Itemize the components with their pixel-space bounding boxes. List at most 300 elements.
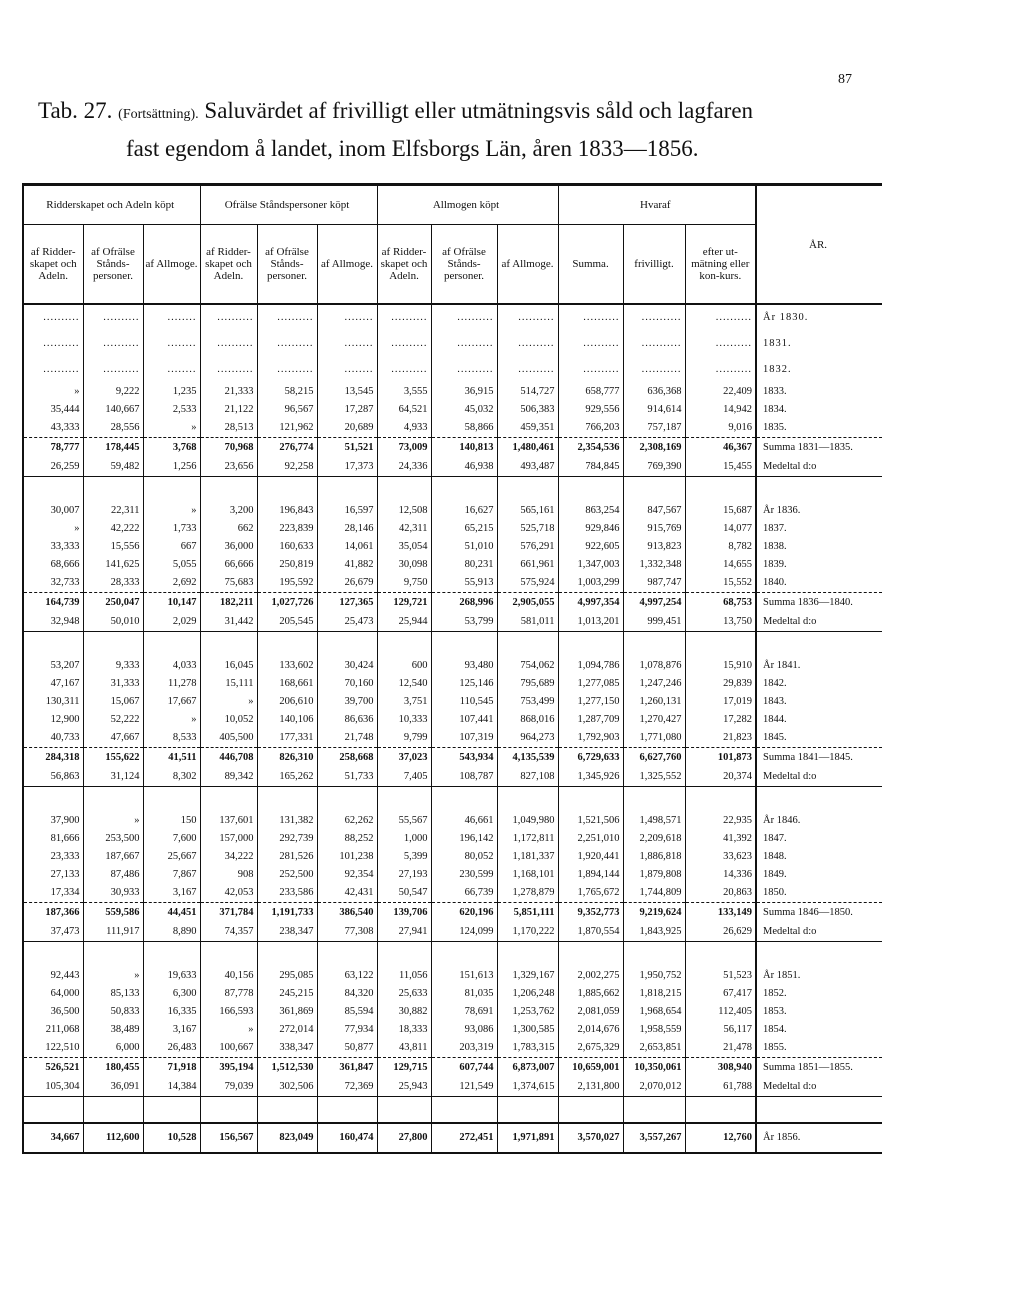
table-cell: .......... — [83, 331, 143, 357]
block-spacer — [23, 632, 882, 658]
table-cell: 47,167 — [23, 675, 83, 693]
table-cell: 28,333 — [83, 574, 143, 593]
table-cell: 2,533 — [143, 401, 200, 419]
table-cell: 5,055 — [143, 556, 200, 574]
table-cell: 17,667 — [143, 693, 200, 711]
table-cell: 506,383 — [497, 401, 558, 419]
table-cell: 124,099 — [431, 923, 497, 942]
table-cell: 80,052 — [431, 848, 497, 866]
table-cell: » — [23, 383, 83, 401]
table-cell: 8,782 — [685, 538, 756, 556]
table-cell: ........ — [143, 331, 200, 357]
table-cell: 67,417 — [685, 985, 756, 1003]
table-cell: 1,818,215 — [623, 985, 685, 1003]
table-cell: 96,567 — [257, 401, 317, 419]
table-cell: 6,729,633 — [558, 748, 623, 769]
table-cell: 17,019 — [685, 693, 756, 711]
table-cell: 3,557,267 — [623, 1123, 685, 1153]
table-cell: 847,567 — [623, 502, 685, 520]
table-cell: 21,478 — [685, 1039, 756, 1058]
group-header-allmogen: Allmogen köpt — [377, 185, 558, 225]
table-cell: 100,667 — [200, 1039, 257, 1058]
table-cell: 16,335 — [143, 1003, 200, 1021]
table-cell: .......... — [257, 357, 317, 383]
table-cell: 85,133 — [83, 985, 143, 1003]
table-cell: 258,668 — [317, 748, 377, 769]
table-cell: 47,667 — [83, 729, 143, 748]
table-cell: 1,013,201 — [558, 613, 623, 632]
table-cell: 525,718 — [497, 520, 558, 538]
col-header-allmoge: af Allmoge. — [497, 225, 558, 305]
table-cell: .......... — [558, 304, 623, 331]
table-cell: 206,610 — [257, 693, 317, 711]
table-cell: 30,424 — [317, 657, 377, 675]
col-header-utmatning: efter ut-mätning eller kon-kurs. — [685, 225, 756, 305]
table-cell: 913,823 — [623, 538, 685, 556]
table-cell: 565,161 — [497, 502, 558, 520]
table-cell: 14,077 — [685, 520, 756, 538]
table-cell: 2,905,055 — [497, 593, 558, 614]
table-cell: 129,715 — [377, 1058, 431, 1079]
table-row — [23, 520, 882, 538]
table-cell: 51,010 — [431, 538, 497, 556]
table-cell: .......... — [377, 331, 431, 357]
table-cell: 1,792,903 — [558, 729, 623, 748]
table-cell: 42,311 — [377, 520, 431, 538]
table-cell: 11,278 — [143, 675, 200, 693]
year-label: År 1841. — [756, 657, 882, 675]
table-cell: 13,750 — [685, 613, 756, 632]
table-cell: 64,000 — [23, 985, 83, 1003]
table-cell: 165,262 — [257, 768, 317, 787]
table-cell: 80,231 — [431, 556, 497, 574]
table-cell: 18,333 — [377, 1021, 431, 1039]
table-cell: 784,845 — [558, 458, 623, 477]
table-cell: 6,873,007 — [497, 1058, 558, 1079]
table-cell: 10,333 — [377, 711, 431, 729]
table-cell: 1,345,926 — [558, 768, 623, 787]
table-cell: 23,333 — [23, 848, 83, 866]
table-cell: » — [200, 693, 257, 711]
table-cell: 133,602 — [257, 657, 317, 675]
table-cell: 2,029 — [143, 613, 200, 632]
table-cell: 40,156 — [200, 967, 257, 985]
table-cell: .......... — [23, 357, 83, 383]
table-cell: 667 — [143, 538, 200, 556]
table-cell: 295,085 — [257, 967, 317, 985]
year-label: År 1830. — [756, 304, 882, 331]
table-cell: 46,661 — [431, 812, 497, 830]
table-cell: 108,787 — [431, 768, 497, 787]
table-cell: 620,196 — [431, 903, 497, 924]
statistics-table — [22, 183, 881, 1154]
table-cell: 203,319 — [431, 1039, 497, 1058]
table-cell: 66,666 — [200, 556, 257, 574]
table-cell: .......... — [200, 331, 257, 357]
table-cell: 4,033 — [143, 657, 200, 675]
table-cell: 272,451 — [431, 1123, 497, 1153]
table-cell: 43,811 — [377, 1039, 431, 1058]
year-label: 1842. — [756, 675, 882, 693]
table-cell: 50,010 — [83, 613, 143, 632]
table-cell: 84,320 — [317, 985, 377, 1003]
table-cell: 1,733 — [143, 520, 200, 538]
table-cell: .......... — [685, 331, 756, 357]
table-cell: 24,336 — [377, 458, 431, 477]
table-cell: 101,238 — [317, 848, 377, 866]
table-cell: 139,706 — [377, 903, 431, 924]
table-cell: 223,839 — [257, 520, 317, 538]
year-label: Medeltal d:o — [756, 768, 882, 787]
table-cell: 2,308,169 — [623, 438, 685, 459]
table-cell: .......... — [23, 304, 83, 331]
table-cell: 6,300 — [143, 985, 200, 1003]
table-cell: 81,666 — [23, 830, 83, 848]
table-cell: 361,869 — [257, 1003, 317, 1021]
table-cell: 1,078,876 — [623, 657, 685, 675]
table-cell: 253,500 — [83, 830, 143, 848]
year-label: 1847. — [756, 830, 882, 848]
table-cell: 2,131,800 — [558, 1078, 623, 1097]
table-cell: 66,739 — [431, 884, 497, 903]
table-cell: 155,622 — [83, 748, 143, 769]
page-number: 87 — [838, 72, 852, 87]
table-cell: 2,002,275 — [558, 967, 623, 985]
col-header-ridder: af Ridder-skapet och Adeln. — [200, 225, 257, 305]
year-label: 1850. — [756, 884, 882, 903]
table-cell: 12,760 — [685, 1123, 756, 1153]
table-cell: 268,996 — [431, 593, 497, 614]
table-cell: 1,332,348 — [623, 556, 685, 574]
table-cell: 75,683 — [200, 574, 257, 593]
year-label: Summa 1851—1855. — [756, 1058, 882, 1079]
table-cell: 2,014,676 — [558, 1021, 623, 1039]
table-cell: 14,336 — [685, 866, 756, 884]
table-cell: 93,086 — [431, 1021, 497, 1039]
table-cell: 141,625 — [83, 556, 143, 574]
table-cell: 1,027,726 — [257, 593, 317, 614]
table-cell: 8,533 — [143, 729, 200, 748]
table-cell: 111,917 — [83, 923, 143, 942]
table-cell: 7,600 — [143, 830, 200, 848]
table-cell: 1,300,585 — [497, 1021, 558, 1039]
table-row — [23, 1039, 882, 1058]
table-cell: 4,135,539 — [497, 748, 558, 769]
table-cell: 81,035 — [431, 985, 497, 1003]
table-cell: 44,451 — [143, 903, 200, 924]
table-cell: 23,656 — [200, 458, 257, 477]
table-cell: 30,007 — [23, 502, 83, 520]
table-cell: 1,170,222 — [497, 923, 558, 942]
table-cell: 1,325,552 — [623, 768, 685, 787]
table-cell: 51,523 — [685, 967, 756, 985]
table-row — [23, 502, 882, 520]
table-cell: 868,016 — [497, 711, 558, 729]
table-cell: 9,016 — [685, 419, 756, 438]
table-row-empty — [23, 357, 882, 383]
table-cell: 20,374 — [685, 768, 756, 787]
table-cell: 1,277,085 — [558, 675, 623, 693]
table-cell: 1,287,709 — [558, 711, 623, 729]
table-cell: 63,122 — [317, 967, 377, 985]
table-cell: 187,366 — [23, 903, 83, 924]
year-label: År 1851. — [756, 967, 882, 985]
year-label: 1848. — [756, 848, 882, 866]
table-cell: 156,567 — [200, 1123, 257, 1153]
table-cell: 25,667 — [143, 848, 200, 866]
table-cell: 1,512,530 — [257, 1058, 317, 1079]
table-cell: 92,443 — [23, 967, 83, 985]
table-cell: 180,455 — [83, 1058, 143, 1079]
year-label: 1832. — [756, 357, 882, 383]
table-cell: 1,968,654 — [623, 1003, 685, 1021]
table-cell: ........ — [143, 357, 200, 383]
table-cell: 79,039 — [200, 1078, 257, 1097]
table-cell: 160,474 — [317, 1123, 377, 1153]
year-label: 1843. — [756, 693, 882, 711]
table-cell: 543,934 — [431, 748, 497, 769]
year-label: År 1836. — [756, 502, 882, 520]
table-cell: 205,545 — [257, 613, 317, 632]
table-cell: 16,597 — [317, 502, 377, 520]
table-cell: 1,744,809 — [623, 884, 685, 903]
table-cell: 371,784 — [200, 903, 257, 924]
table-cell: 1,278,879 — [497, 884, 558, 903]
table-cell: 14,942 — [685, 401, 756, 419]
table-cell: 15,111 — [200, 675, 257, 693]
year-label: 1833. — [756, 383, 882, 401]
table-cell: 1,191,733 — [257, 903, 317, 924]
table-cell: » — [143, 711, 200, 729]
col-header-allmoge: af Allmoge. — [143, 225, 200, 305]
table-cell: .......... — [685, 304, 756, 331]
table-cell: 160,633 — [257, 538, 317, 556]
summary-row — [23, 1058, 882, 1079]
table-cell: 276,774 — [257, 438, 317, 459]
table-cell: 1,260,131 — [623, 693, 685, 711]
table-row — [23, 675, 882, 693]
table-cell: 22,311 — [83, 502, 143, 520]
table-cell: 4,933 — [377, 419, 431, 438]
table-cell: 53,799 — [431, 613, 497, 632]
table-cell: 50,833 — [83, 1003, 143, 1021]
table-cell: 1,886,818 — [623, 848, 685, 866]
table-cell: 121,962 — [257, 419, 317, 438]
table-cell: 112,600 — [83, 1123, 143, 1153]
average-row — [23, 923, 882, 942]
table-cell: 31,124 — [83, 768, 143, 787]
table-row — [23, 693, 882, 711]
table-cell: 52,222 — [83, 711, 143, 729]
table-cell: 125,146 — [431, 675, 497, 693]
table-cell: 30,933 — [83, 884, 143, 903]
table-cell: 1,347,003 — [558, 556, 623, 574]
table-cell: 43,333 — [23, 419, 83, 438]
table-cell: 26,483 — [143, 1039, 200, 1058]
table-cell: 59,482 — [83, 458, 143, 477]
table-cell: 8,302 — [143, 768, 200, 787]
table-cell: 36,915 — [431, 383, 497, 401]
table-cell: 101,873 — [685, 748, 756, 769]
table-cell: 929,846 — [558, 520, 623, 538]
table-cell: 526,521 — [23, 1058, 83, 1079]
group-header-ofralse: Ofrälse Ståndspersoner köpt — [200, 185, 377, 225]
table-cell: 22,935 — [685, 812, 756, 830]
year-label: 1835. — [756, 419, 882, 438]
table-cell: 25,473 — [317, 613, 377, 632]
table-cell: 2,675,329 — [558, 1039, 623, 1058]
table-row-empty — [23, 304, 882, 331]
table-cell: 25,944 — [377, 613, 431, 632]
table-cell: 3,555 — [377, 383, 431, 401]
table-row — [23, 401, 882, 419]
year-label: 1839. — [756, 556, 882, 574]
table-cell: 14,384 — [143, 1078, 200, 1097]
table-row — [23, 574, 882, 593]
table-cell: 21,748 — [317, 729, 377, 748]
table-cell: 446,708 — [200, 748, 257, 769]
table-cell: 65,215 — [431, 520, 497, 538]
table-cell: 77,308 — [317, 923, 377, 942]
table-cell: 28,146 — [317, 520, 377, 538]
table-cell: .......... — [83, 357, 143, 383]
table-cell: 182,211 — [200, 593, 257, 614]
table-cell: 1,950,752 — [623, 967, 685, 985]
table-row — [23, 1021, 882, 1039]
table-cell: 74,357 — [200, 923, 257, 942]
table-row — [23, 383, 882, 401]
table-cell: 86,636 — [317, 711, 377, 729]
table-cell: 929,556 — [558, 401, 623, 419]
year-label: 1854. — [756, 1021, 882, 1039]
table-cell: 32,733 — [23, 574, 83, 593]
table-row — [23, 884, 882, 903]
table-cell: 78,777 — [23, 438, 83, 459]
average-row — [23, 613, 882, 632]
table-cell: 15,556 — [83, 538, 143, 556]
table-cell: .......... — [431, 331, 497, 357]
table-title-line-2: fast egendom å landet, inom Elfsborgs Län, åren 1833—1856. — [126, 136, 699, 161]
table-cell: 25,633 — [377, 985, 431, 1003]
table-cell: 15,552 — [685, 574, 756, 593]
table-cell: 9,219,624 — [623, 903, 685, 924]
table-cell: 129,721 — [377, 593, 431, 614]
year-label: Summa 1831—1835. — [756, 438, 882, 459]
table-cell: 987,747 — [623, 574, 685, 593]
table-cell: 1,235 — [143, 383, 200, 401]
table-row — [23, 657, 882, 675]
table-cell: 636,368 — [623, 383, 685, 401]
table-cell: 13,545 — [317, 383, 377, 401]
table-cell: 15,067 — [83, 693, 143, 711]
table-cell: 130,311 — [23, 693, 83, 711]
year-label: Medeltal d:o — [756, 458, 882, 477]
table-cell: 68,753 — [685, 593, 756, 614]
table-cell: 87,486 — [83, 866, 143, 884]
table-row — [23, 967, 882, 985]
table-cell: 70,160 — [317, 675, 377, 693]
table-cell: 166,593 — [200, 1003, 257, 1021]
table-cell: 1,253,762 — [497, 1003, 558, 1021]
table-cell: .......... — [23, 331, 83, 357]
table-cell: 1,168,101 — [497, 866, 558, 884]
table-cell: .......... — [377, 357, 431, 383]
table-cell: 93,480 — [431, 657, 497, 675]
table-cell: 250,047 — [83, 593, 143, 614]
col-header-ofralse: af Ofrälse Stånds-personer. — [431, 225, 497, 305]
table-row-empty — [23, 331, 882, 357]
table-cell: 16,045 — [200, 657, 257, 675]
table-cell: 914,614 — [623, 401, 685, 419]
table-cell: 46,938 — [431, 458, 497, 477]
table-cell: 922,605 — [558, 538, 623, 556]
table-cell: 15,687 — [685, 502, 756, 520]
table-cell: 2,251,010 — [558, 830, 623, 848]
table-cell: 55,567 — [377, 812, 431, 830]
table-cell: 17,334 — [23, 884, 83, 903]
table-cell: 1,374,615 — [497, 1078, 558, 1097]
table-cell: 999,451 — [623, 613, 685, 632]
table-cell: 17,373 — [317, 458, 377, 477]
table-cell: 41,882 — [317, 556, 377, 574]
col-header-ofralse: af Ofrälse Stånds-personer. — [83, 225, 143, 305]
table-cell: 36,500 — [23, 1003, 83, 1021]
table-cell: 1,206,248 — [497, 985, 558, 1003]
table-cell: 50,547 — [377, 884, 431, 903]
table-cell: 127,365 — [317, 593, 377, 614]
table-cell: 272,014 — [257, 1021, 317, 1039]
table-cell: » — [23, 520, 83, 538]
table-cell: 1,270,427 — [623, 711, 685, 729]
year-label: Summa 1836—1840. — [756, 593, 882, 614]
table-row — [23, 830, 882, 848]
table-cell: .......... — [558, 357, 623, 383]
table-cell: 68,666 — [23, 556, 83, 574]
table-cell: 70,968 — [200, 438, 257, 459]
table-cell: 10,350,061 — [623, 1058, 685, 1079]
table-cell: 10,528 — [143, 1123, 200, 1153]
table-cell: 2,209,618 — [623, 830, 685, 848]
table-cell: 8,890 — [143, 923, 200, 942]
year-label: 1849. — [756, 866, 882, 884]
table-cell: 20,689 — [317, 419, 377, 438]
table-cell: 361,847 — [317, 1058, 377, 1079]
table-cell: 576,291 — [497, 538, 558, 556]
table-cell: 795,689 — [497, 675, 558, 693]
table-cell: 168,661 — [257, 675, 317, 693]
average-row — [23, 1078, 882, 1097]
table-cell: 3,200 — [200, 502, 257, 520]
table-cell: 26,259 — [23, 458, 83, 477]
table-cell: 230,599 — [431, 866, 497, 884]
year-column-header: ÅR. — [756, 185, 882, 305]
table-cell: 42,053 — [200, 884, 257, 903]
table-cell: 769,390 — [623, 458, 685, 477]
year-label: 1845. — [756, 729, 882, 748]
table-cell: .......... — [200, 304, 257, 331]
year-label: Medeltal d:o — [756, 1078, 882, 1097]
table-cell: 1,765,672 — [558, 884, 623, 903]
table-cell: 27,133 — [23, 866, 83, 884]
table-cell: 11,056 — [377, 967, 431, 985]
table-cell: 195,592 — [257, 574, 317, 593]
table-row — [23, 848, 882, 866]
table-cell: 302,506 — [257, 1078, 317, 1097]
table-cell: ........ — [317, 357, 377, 383]
block-spacer — [23, 942, 882, 968]
year-label: År 1846. — [756, 812, 882, 830]
group-header-hvaraf: Hvaraf — [558, 185, 756, 225]
